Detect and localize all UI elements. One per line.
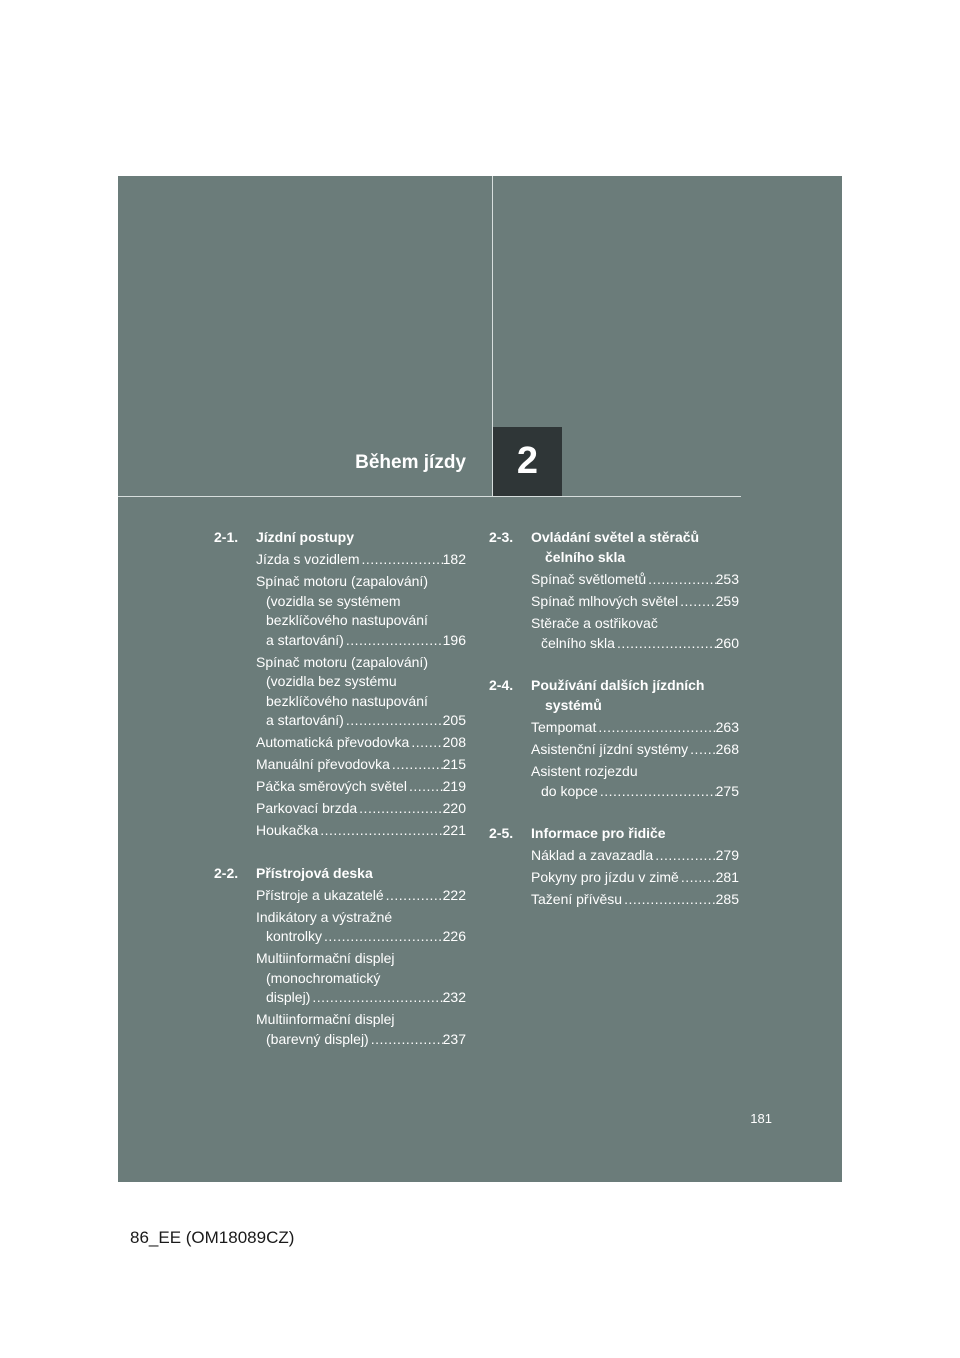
entry-text: a startování) (266, 631, 344, 648)
page-number: 181 (750, 1111, 772, 1126)
toc-entry (489, 592, 739, 612)
dot-leader (615, 634, 716, 654)
toc-entry (214, 908, 466, 947)
entry-text-line: Spínač motoru (zapalování) (256, 653, 428, 670)
dot-leader (409, 733, 442, 753)
toc-entry (489, 570, 739, 590)
entry-page-number: 281 (715, 869, 739, 885)
section-number: 2-1. (214, 529, 239, 545)
entry-text: a startování) (266, 712, 344, 728)
section-title-line: Ovládání světel a stěračů (531, 529, 700, 545)
toc-column-right (489, 527, 739, 932)
entry-text: do kopce (541, 782, 598, 799)
section-number: 2-3. (489, 529, 514, 545)
section-number: 2-5. (489, 825, 514, 841)
dot-leader (344, 631, 443, 651)
entry-page-number: 220 (442, 800, 466, 816)
toc-entry (489, 614, 739, 653)
header-divider-horizontal (118, 496, 741, 497)
dot-leader (310, 988, 442, 1008)
entry-text: Houkačka (256, 822, 319, 838)
toc-entry (489, 718, 739, 738)
entry-last-line (531, 570, 739, 590)
entry-text-line: (vozidla se systémem (266, 592, 401, 609)
entry-text: Tažení přívěsu (531, 891, 623, 907)
entry-last-line (256, 821, 466, 841)
entry-page-number: 196 (442, 631, 466, 648)
entry-text-line: Multiinformační displej (256, 950, 395, 966)
dot-leader (596, 718, 715, 738)
entry-text: Parkovací brzda (256, 800, 358, 816)
toc-section (489, 823, 739, 910)
entry-page-number: 268 (715, 741, 739, 757)
section-number: 2-2. (214, 864, 239, 881)
entry-text: Asistenční jízdní systémy (531, 741, 689, 757)
entry-page-number: 260 (715, 634, 739, 651)
toc-entry (214, 755, 466, 775)
dot-leader (359, 550, 442, 570)
toc-entry (214, 949, 466, 1008)
entry-last-line (531, 782, 739, 802)
toc-entry (489, 890, 739, 910)
toc-entry (214, 886, 466, 906)
dot-leader (357, 799, 442, 819)
entry-text-line: Indikátory a výstražné (256, 908, 393, 925)
toc-entry (214, 550, 466, 570)
entry-page-number: 182 (442, 551, 466, 567)
toc-entry (214, 653, 466, 731)
entry-last-line (256, 988, 466, 1008)
toc-section (489, 675, 739, 801)
toc-entry (214, 799, 466, 819)
entry-last-line (531, 740, 739, 760)
section-heading (489, 527, 739, 567)
entry-text: displej) (266, 989, 311, 1005)
toc-entry (214, 821, 466, 841)
entry-page-number: 208 (442, 734, 466, 750)
entry-last-line (256, 550, 466, 570)
section-heading (214, 527, 466, 547)
entry-page-number: 279 (715, 847, 739, 863)
entry-last-line (531, 592, 739, 612)
toc-entry (214, 1010, 466, 1049)
toc-entry (214, 733, 466, 753)
entry-page-number: 222 (442, 886, 466, 903)
dot-leader (646, 570, 715, 590)
entry-last-line (256, 733, 466, 753)
dot-leader (390, 755, 443, 775)
section-title-line: Používání dalších jízdních (531, 677, 705, 693)
dot-leader (598, 782, 716, 802)
entry-last-line (531, 868, 739, 888)
entry-page-number: 253 (715, 571, 739, 587)
entry-text: Jízda s vozidlem (256, 551, 360, 567)
section-heading (214, 863, 466, 883)
section-heading (489, 823, 739, 843)
toc-entry (489, 762, 739, 801)
toc-entry (214, 572, 466, 650)
entry-text: čelního skla (541, 634, 615, 651)
entry-text: kontrolky (266, 928, 323, 944)
section-title (531, 823, 739, 843)
entry-last-line (256, 631, 466, 651)
entry-last-line (531, 890, 739, 910)
entry-page-number: 263 (715, 719, 739, 735)
entry-page-number: 259 (715, 593, 739, 609)
section-title-line: Jízdní postupy (256, 529, 354, 545)
entry-text-line: Spínač motoru (zapalování) (256, 573, 428, 589)
entry-page-number: 221 (442, 822, 466, 838)
entry-text: Spínač světlometů (531, 571, 647, 587)
entry-text: Přístroje a ukazatelé (256, 886, 384, 903)
entry-last-line (256, 886, 466, 906)
entry-text-line: (monochromatický (266, 969, 381, 986)
dot-leader (688, 740, 715, 760)
toc-section (489, 527, 739, 653)
document-code: 86_EE (OM18089CZ) (130, 1228, 295, 1247)
section-title (531, 527, 739, 567)
entry-last-line (531, 634, 739, 654)
dot-leader (384, 886, 443, 906)
section-title-line: systémů (545, 697, 602, 713)
toc-entry (214, 777, 466, 797)
section-title-line: Přístrojová deska (256, 864, 373, 881)
toc-column-left (214, 527, 466, 1071)
toc-entry (489, 868, 739, 888)
section-title-line: Informace pro řidiče (531, 825, 666, 841)
entry-text: Tempomat (531, 719, 597, 735)
dot-leader (318, 821, 442, 841)
entry-last-line (256, 755, 466, 775)
chapter-panel (118, 176, 842, 1182)
entry-page-number: 237 (442, 1030, 466, 1047)
entry-page-number: 219 (442, 778, 466, 794)
entry-page-number: 215 (442, 756, 466, 772)
entry-text-line: bezklíčového nastupování (266, 612, 428, 628)
entry-text-line: Asistent rozjezdu (531, 763, 638, 779)
entry-last-line (531, 846, 739, 866)
toc-entry (489, 846, 739, 866)
entry-page-number: 275 (715, 782, 739, 799)
section-title (256, 863, 466, 883)
entry-page-number: 226 (442, 928, 466, 944)
dot-leader (679, 868, 716, 888)
entry-page-number: 205 (442, 712, 466, 728)
section-title-line: čelního skla (545, 549, 626, 565)
dot-leader (322, 927, 443, 947)
entry-text: Spínač mlhových světel (531, 593, 679, 609)
dot-leader (344, 711, 443, 731)
section-number: 2-4. (489, 677, 514, 693)
entry-page-number: 232 (442, 989, 466, 1005)
entry-last-line (256, 777, 466, 797)
entry-text: Páčka směrových světel (256, 778, 407, 794)
dot-leader (653, 846, 715, 866)
toc-section (214, 863, 466, 1050)
chapter-title: Během jízdy (355, 452, 466, 473)
dot-leader (678, 592, 716, 612)
entry-last-line (256, 927, 466, 947)
entry-text: Náklad a zavazadla (531, 847, 654, 863)
section-heading (489, 675, 739, 715)
section-title (531, 675, 739, 715)
chapter-number: 2 (516, 440, 539, 482)
entry-text-line: (vozidla bez systému (266, 673, 397, 689)
toc-section (214, 527, 466, 841)
entry-last-line (531, 718, 739, 738)
dot-leader (407, 777, 443, 797)
dot-leader (369, 1030, 443, 1050)
entry-text-line: Stěrače a ostřikovač (531, 615, 658, 631)
entry-text: Automatická převodovka (256, 734, 410, 750)
chapter-number-badge (493, 427, 562, 496)
entry-last-line (256, 799, 466, 819)
entry-last-line (256, 711, 466, 731)
entry-text-line: bezklíčového nastupování (266, 692, 428, 709)
entry-text: (barevný displej) (266, 1030, 369, 1047)
entry-text: Pokyny pro jízdu v zimě (531, 869, 679, 885)
toc-entry (489, 740, 739, 760)
entry-text-line: Multiinformační displej (256, 1011, 395, 1027)
section-title (256, 527, 466, 547)
entry-text: Manuální převodovka (256, 756, 390, 772)
dot-leader (622, 890, 716, 910)
entry-page-number: 285 (715, 891, 739, 907)
entry-last-line (256, 1030, 466, 1050)
